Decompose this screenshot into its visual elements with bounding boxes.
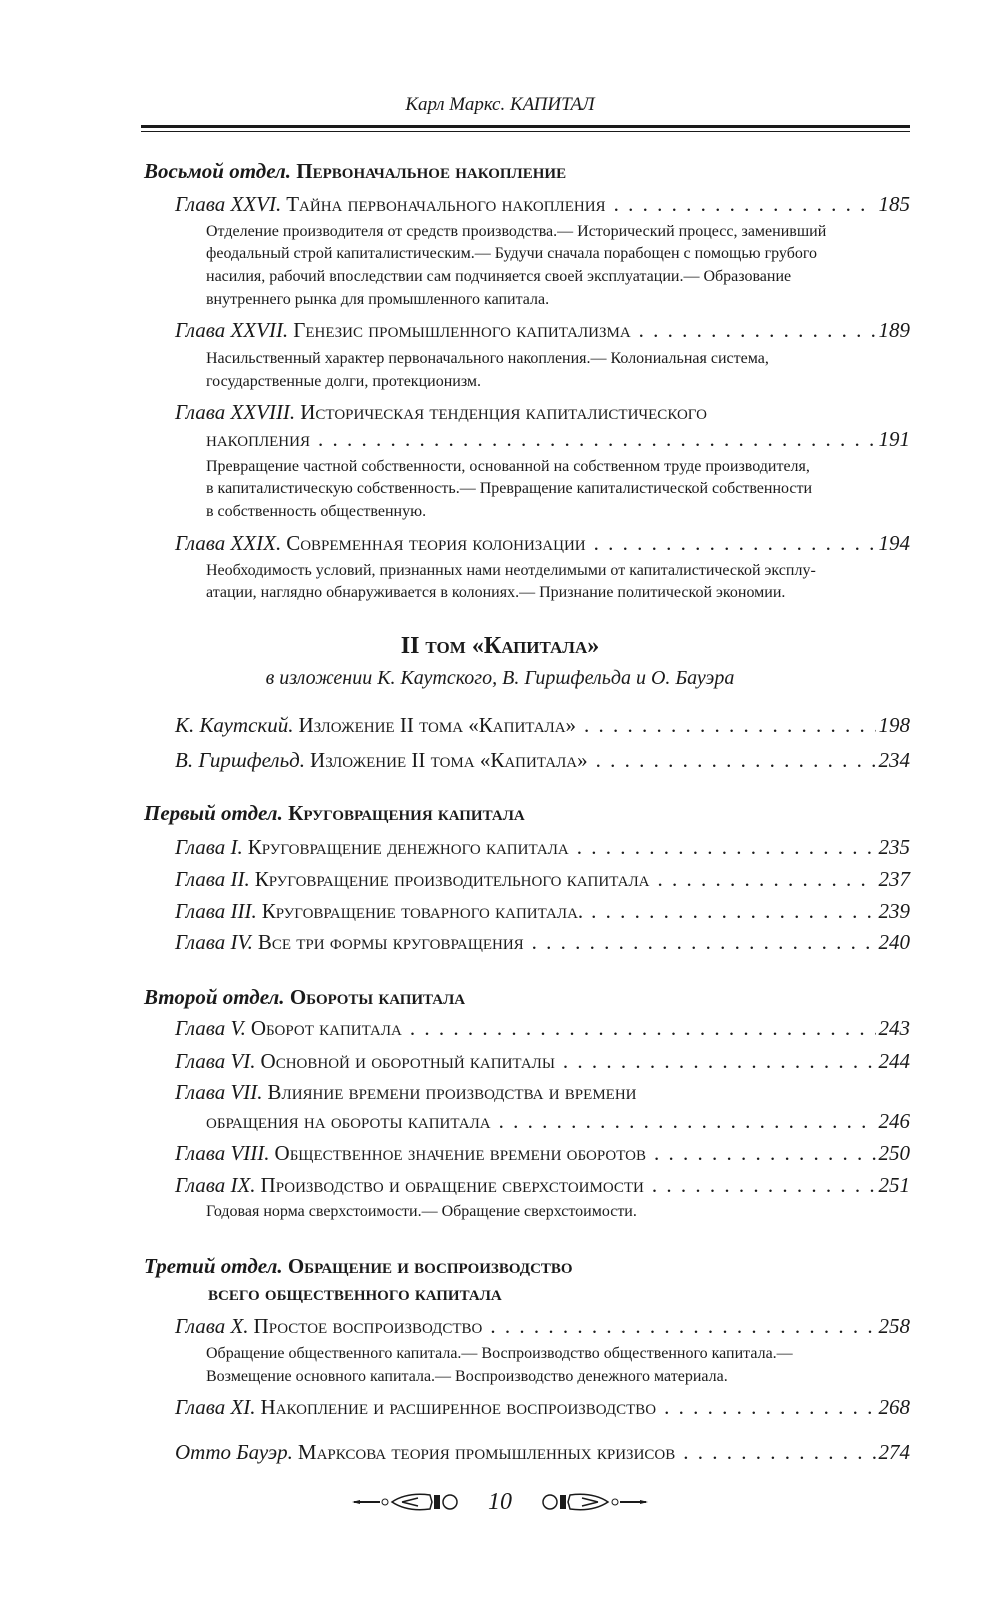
entry-label: Глава II.	[175, 867, 250, 891]
entry-label: Глава VI.	[175, 1049, 256, 1073]
section-title: Круговращения капитала	[288, 801, 525, 825]
toc-entry[interactable]	[175, 191, 910, 217]
entry-label: Глава XXVI.	[175, 192, 282, 216]
entry-label: Глава IX.	[175, 1173, 256, 1197]
page-number-ref[interactable]: 246	[878, 1109, 910, 1133]
entry-title[interactable]: Изложение II тома «Капитала»	[298, 713, 577, 737]
header-double-rule	[141, 125, 910, 133]
toc-entry[interactable]	[206, 1108, 910, 1134]
section-heading	[144, 1253, 910, 1279]
page-number-ref[interactable]: 258	[878, 1314, 910, 1338]
chapter-summary-line: Отделение производителя от средств производства.— Исторический процесс, заменивший	[206, 223, 827, 240]
entry-title[interactable]: Современная теория колонизации	[286, 531, 586, 555]
dot-leader	[594, 530, 876, 556]
toc-entry[interactable]	[175, 898, 910, 924]
entry-title[interactable]: Общественное значение времени оборотов	[274, 1141, 647, 1165]
volume-title: II том «Капитала»	[400, 633, 600, 659]
entry-label: Глава VII.	[175, 1080, 263, 1104]
dot-leader	[657, 866, 875, 892]
dot-leader	[614, 191, 876, 217]
entry-label: Отто Бауэр.	[175, 1440, 293, 1464]
section-heading	[144, 158, 910, 184]
entry-label: К. Каутский.	[175, 713, 294, 737]
section-label: Третий отдел.	[144, 1254, 283, 1278]
dot-leader	[490, 1313, 875, 1339]
running-title: Карл Маркс. КАПИТАЛ	[405, 94, 595, 115]
toc-entry[interactable]	[175, 1394, 910, 1420]
dot-leader	[683, 1439, 875, 1465]
entry-title[interactable]: обращения на обороты капитала	[206, 1109, 491, 1133]
toc-entry[interactable]	[175, 530, 910, 556]
entry-title[interactable]: Все три формы круговращения	[257, 930, 524, 954]
page-number-ref[interactable]: 234	[878, 748, 910, 772]
essay-entry[interactable]	[175, 712, 910, 738]
toc-entry[interactable]	[175, 399, 910, 425]
chapter-summary-line: феодальный строй капиталистическим.— Будучи сначала порабощен с помощью грубого	[206, 245, 818, 262]
chapter-summary-line: Годовая норма сверхстоимости.— Обращение сверхстоимости.	[206, 1203, 637, 1220]
entry-label: Глава XXIX.	[175, 531, 282, 555]
chapter-summary-line: внутреннего рынка для промышленного капитала.	[206, 291, 550, 308]
toc-entry[interactable]	[206, 426, 910, 452]
page-number-ref[interactable]: 198	[878, 713, 910, 737]
section-heading	[144, 984, 910, 1010]
page-number-ref[interactable]: 243	[878, 1016, 910, 1040]
entry-label: Глава V.	[175, 1016, 246, 1040]
chapter-summary-line: атации, наглядно обнаруживается в колониях.— Признание политической экономии.	[206, 584, 786, 601]
section-title: Первоначальное накопление	[296, 159, 567, 183]
entry-title[interactable]: Изложение II тома «Капитала»	[310, 748, 588, 772]
entry-title[interactable]: Марксова теория промышленных кризисов	[297, 1440, 676, 1464]
page-number: 10	[488, 1488, 512, 1515]
entry-title[interactable]: Круговращение денежного капитала	[247, 835, 569, 859]
dot-leader	[532, 929, 876, 955]
page-number-ref[interactable]: 268	[878, 1395, 910, 1419]
chapter-summary-line: Возмещение основного капитала.— Воспроизводство денежного материала.	[206, 1368, 728, 1385]
entry-label: Глава I.	[175, 835, 243, 859]
volume-subtitle: в изложении К. Каутского, В. Гиршфельда и О. Бауэра	[265, 667, 735, 689]
page-number-ref[interactable]: 191	[878, 427, 910, 451]
section-label: Восьмой отдел.	[144, 159, 292, 183]
chapter-summary-line: Превращение частной собственности, основанной на собственном труде производителя,	[206, 458, 810, 475]
entry-label: Глава IV.	[175, 930, 253, 954]
page-number-ref[interactable]: 250	[878, 1141, 910, 1165]
entry-label: Глава VIII.	[175, 1141, 270, 1165]
page-number-ref[interactable]: 274	[878, 1440, 910, 1464]
chapter-summary-line: Необходимость условий, признанных нами неотделимыми от капиталистической эксплу-	[206, 562, 816, 579]
toc-entry[interactable]	[175, 1015, 910, 1041]
entry-title[interactable]: накопления	[206, 427, 310, 451]
right-ornament-icon	[538, 1490, 648, 1514]
dot-leader	[410, 1015, 876, 1041]
toc-entry[interactable]	[175, 834, 910, 860]
page-number-ref[interactable]: 235	[878, 835, 910, 859]
toc-entry[interactable]	[175, 1172, 910, 1198]
chapter-summary-line: Обращение общественного капитала.— Воспроизводство общественного капитала.—	[206, 1345, 793, 1362]
section-title: Обращение и воспроизводство	[287, 1254, 573, 1278]
chapter-summary-line: насилия, рабочий впоследствии сам подчиняется своей эксплуатации.— Образование	[206, 268, 792, 285]
entry-label: Глава XXVII.	[175, 318, 289, 342]
chapter-summary-line: государственные долги, протекционизм.	[206, 373, 482, 390]
entry-title[interactable]: Накопление и расширенное воспроизводство	[260, 1395, 657, 1419]
left-ornament-icon	[352, 1490, 462, 1514]
section-heading	[208, 1280, 974, 1306]
chapter-summary-line: в собственность общественную.	[206, 503, 427, 520]
dot-leader	[652, 1172, 876, 1198]
toc-entry[interactable]	[175, 1140, 910, 1166]
entry-title[interactable]: Круговращение производительного капитала	[254, 867, 650, 891]
dot-leader	[318, 426, 876, 452]
dot-leader	[499, 1108, 876, 1134]
section-title: всего общественного капитала	[208, 1281, 502, 1305]
page-number-ref[interactable]: 251	[878, 1173, 910, 1197]
page-number-ref[interactable]: 240	[878, 930, 910, 954]
entry-label: Глава III.	[175, 899, 257, 923]
dot-leader	[591, 898, 875, 924]
toc-entry[interactable]	[175, 866, 910, 892]
toc-entry[interactable]	[175, 1313, 910, 1339]
page-footer	[0, 1484, 1000, 1520]
section-title: Обороты капитала	[289, 985, 466, 1009]
entry-title[interactable]: Простое воспроизводство	[253, 1314, 483, 1338]
entry-label: Глава X.	[175, 1314, 249, 1338]
page-number-ref[interactable]: 239	[878, 899, 910, 923]
chapter-summary-line: Насильственный характер первоначального накопления.— Колониальная система,	[206, 350, 769, 367]
toc-entry[interactable]	[175, 1048, 910, 1074]
essay-entry[interactable]	[175, 1439, 910, 1465]
dot-leader	[563, 1048, 876, 1074]
entry-title[interactable]: Производство и обращение сверхстоимости	[260, 1173, 644, 1197]
entry-title[interactable]: Тайна первоначального накопления	[286, 192, 606, 216]
entry-label: Глава XI.	[175, 1395, 256, 1419]
essay-entry[interactable]	[175, 747, 910, 773]
dot-leader	[639, 317, 876, 343]
dot-leader	[584, 712, 875, 738]
page-number-ref[interactable]: 237	[878, 867, 910, 891]
entry-title[interactable]: Оборот капитала	[250, 1016, 402, 1040]
entry-label: Глава XXVIII.	[175, 400, 296, 424]
toc-entry[interactable]	[175, 929, 910, 955]
section-label: Второй отдел.	[144, 985, 285, 1009]
section-heading	[144, 800, 910, 826]
toc-entry[interactable]	[175, 1079, 910, 1105]
entry-title[interactable]: Круговращение товарного капитала.	[261, 899, 584, 923]
entry-title[interactable]: Основной и оборотный капиталы	[260, 1049, 555, 1073]
dot-leader	[654, 1140, 875, 1166]
dot-leader	[596, 747, 876, 773]
entry-title[interactable]: Влияние времени производства и времени	[267, 1080, 637, 1104]
toc-entry[interactable]	[175, 317, 910, 343]
dot-leader	[664, 1394, 875, 1420]
entry-label: В. Гиршфельд.	[175, 748, 306, 772]
page-number-ref[interactable]: 189	[878, 318, 910, 342]
chapter-summary-line: в капиталистическую собственность.— Превращение капиталистической собственности	[206, 480, 813, 497]
page-number-ref[interactable]: 244	[878, 1049, 910, 1073]
section-label: Первый отдел.	[144, 801, 283, 825]
entry-title[interactable]: Генезис промышленного капитализма	[293, 318, 631, 342]
entry-title[interactable]: Историческая тенденция капиталистического	[300, 400, 707, 424]
page-number-ref[interactable]: 185	[878, 192, 910, 216]
dot-leader	[577, 834, 876, 860]
page-number-ref[interactable]: 194	[878, 531, 910, 555]
